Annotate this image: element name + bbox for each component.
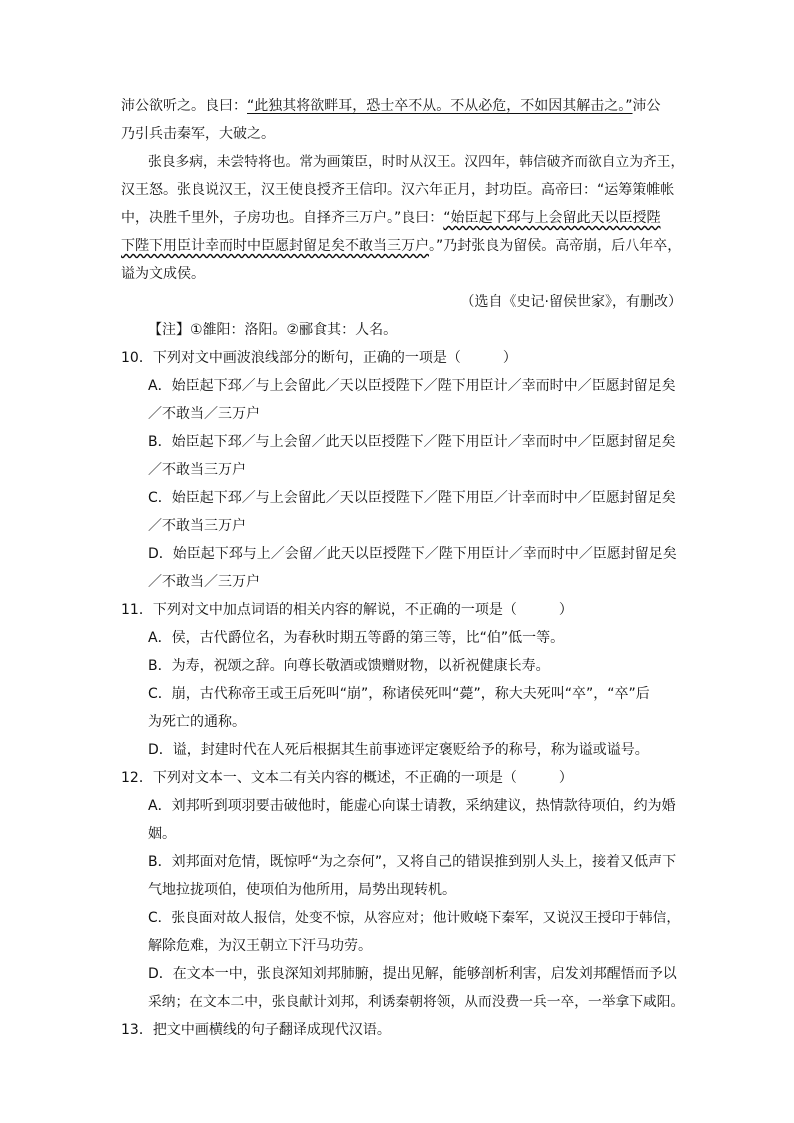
question-10-option-c-cont: ／不敢当三万户 bbox=[148, 518, 246, 534]
passage-text: 。”乃封张良为留侯。高帝崩，后八年卒， bbox=[429, 238, 682, 254]
question-10-option-b-cont: ／不敢当三万户 bbox=[148, 462, 246, 478]
question-10-option-d: D．始臣起下邳与上／会留／此天以臣授陛下／陛下用臣计／幸而时中／臣愿封留足矣 bbox=[148, 546, 677, 562]
underlined-sentence: “此独其将欲畔耳，恐士卒不从。不从必危，不如因其解击之。” bbox=[247, 98, 633, 114]
question-12-option-d-cont: 采纳；在文本二中，张良献计刘邦，利诱秦朝将领，从而没费一兵一卒，一举拿下咸阳。 bbox=[148, 994, 685, 1010]
question-11-stem: 11．下列对文中加点词语的相关内容的解说，不正确的一项是（ ） bbox=[121, 602, 573, 618]
passage-text: 沛公 bbox=[632, 98, 661, 114]
question-11-option-b: B．为寿，祝颂之辞。向尊长敬酒或馈赠财物，以祈祝健康长寿。 bbox=[148, 658, 550, 674]
question-12-option-b: B．刘邦面对危情，既惊呼“为之奈何”，又将自己的错误推到别人头上，接着又低声下 bbox=[148, 854, 677, 870]
passage-line bbox=[121, 96, 661, 116]
wavy-underlined-sentence: 下陛下用臣计幸而时中臣愿封留足矣不敢当三万户 bbox=[121, 238, 429, 254]
question-10-option-a-cont: ／不敢当／三万户 bbox=[148, 406, 260, 422]
passage-line bbox=[121, 236, 681, 256]
passage-line: 乃引兵击秦军，大破之。 bbox=[121, 126, 275, 142]
question-12-option-a-cont: 姻。 bbox=[148, 826, 176, 842]
question-10-option-a: A．始臣起下邳／与上会留此／天以臣授陛下／陛下用臣计／幸而时中／臣愿封留足矣 bbox=[148, 378, 676, 394]
question-11-option-c: C．崩，古代称帝王或王后死叫“崩”，称诸侯死叫“薨”，称大夫死叫“卒”，“卒”后 bbox=[148, 686, 650, 702]
question-10-option-d-cont: ／不敢当／三万户 bbox=[148, 574, 260, 590]
passage-text: 沛公欲听之。良曰： bbox=[121, 98, 247, 114]
passage-line: 张良多病，未尝特将也。常为画策臣，时时从汉王。汉四年，韩信破齐而欲自立为齐王， bbox=[148, 154, 685, 170]
wavy-underlined-sentence: “始臣起下邳与上会留此天以臣授陛 bbox=[443, 210, 661, 226]
passage-text: 中，决胜千里外，子房功也。自择齐三万户。”良曰： bbox=[121, 210, 444, 226]
question-10-option-c: C．始臣起下邳／与上会留此／天以臣授陛下／陛下用臣／计幸而时中／臣愿封留足矣 bbox=[148, 490, 676, 506]
question-12-option-c-cont: 解除危难，为汉王朝立下汗马功劳。 bbox=[148, 938, 372, 954]
question-11-option-c-cont: 为死亡的通称。 bbox=[148, 714, 246, 730]
question-12-option-c: C．张良面对故人报信，处变不惊，从容应对；他计败峣下秦军，又说汉王授印于韩信， bbox=[148, 910, 681, 926]
question-13-stem: 13．把文中画横线的句子翻译成现代汉语。 bbox=[121, 1022, 391, 1038]
question-12-option-a: A．刘邦听到项羽要击破他时，能虚心向谋士请教，采纳建议，热情款待项伯，约为婚 bbox=[148, 798, 676, 814]
question-10-stem: 10．下列对文中画波浪线部分的断句，正确的一项是（ ） bbox=[121, 350, 517, 366]
question-12-option-b-cont: 气地拉拢项伯，使项伯为他所用，局势出现转机。 bbox=[148, 882, 456, 898]
question-10-option-b: B．始臣起下邳／与上会留／此天以臣授陛下／陛下用臣计／幸而时中／臣愿封留足矣 bbox=[148, 434, 676, 450]
question-12-option-d: D．在文本一中，张良深知刘邦肺腑，提出见解，能够剖析利害，启发刘邦醒悟而予以 bbox=[148, 966, 677, 982]
question-11-option-a: A．侯，古代爵位名，为春秋时期五等爵的第三等，比“伯”低一等。 bbox=[148, 630, 565, 646]
question-12-stem: 12．下列对文本一、文本二有关内容的概述，不正确的一项是（ ） bbox=[121, 770, 573, 786]
passage-line: 谥为文成侯。 bbox=[121, 266, 205, 282]
passage-line bbox=[121, 208, 661, 228]
source-citation: （选自《史记·留侯世家》，有删改） bbox=[460, 294, 682, 310]
passage-line: 汉王怒。张良说汉王，汉王使良授齐王信印。汉六年正月，封功臣。高帝曰：“运筹策帷帐 bbox=[121, 182, 675, 198]
annotation-note: 【注】①雒阳：洛阳。②郦食其：人名。 bbox=[148, 322, 398, 338]
question-11-option-d: D．谥，封建时代在人死后根据其生前事迹评定褒贬给予的称号，称为谥或谥号。 bbox=[148, 742, 649, 758]
